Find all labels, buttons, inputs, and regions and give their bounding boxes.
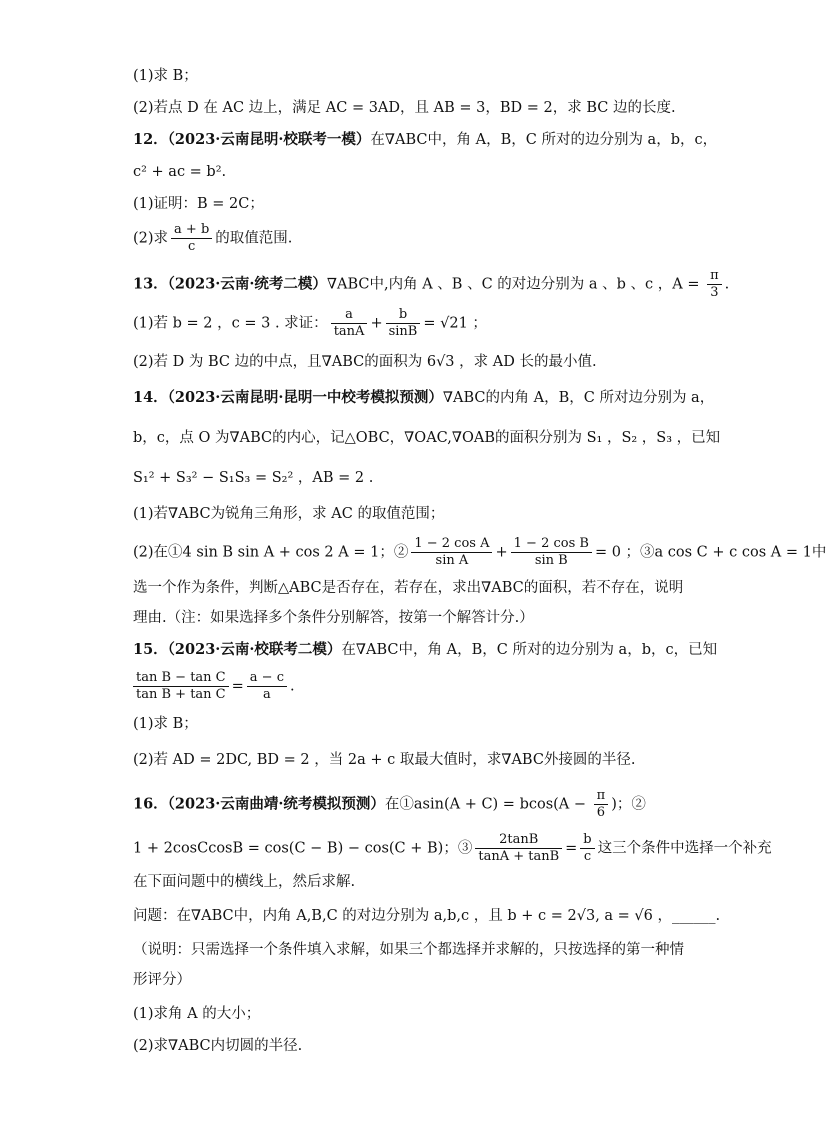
fraction-2tanB-over-sum: $\frac{2\tan B}{\tan A + \tan B}$: [475, 832, 562, 865]
q12-part2-a: (2)求: [133, 230, 169, 247]
q16-conditions: 1 + 2cosCcosB = cos(C − B) − cos(C + B)；③ $\frac{2\tan B}{\tan A + \tan B}$ = $\frac{b}{c}$ 这三个条件中选择一个补充: [133, 832, 772, 864]
q16-source: 16．（2023·云南曲靖·统考模拟预测）: [133, 795, 385, 813]
fraction-1-2cosA-over-sinA: $\frac{\text{1 − 2 cos A}}{\text{sin A}}$: [411, 536, 492, 569]
q12-source: 12．（2023·云南昆明·校联考一模）: [133, 131, 371, 148]
q14-part2: (2)在①4 sin B sin A + cos 2 A = 1；② $\frac{\text{1 − 2 cos A}}{\text{sin A}}$ + $\frac{\text{1 − 2 cos B}}{\text{sin B}}$ = 0 ；③a cos C + c cos A = 1中: [133, 536, 826, 568]
q15-part2: (2)若 AD = 2DC, BD = 2 ，当 2a + c 取最大值时，求∇ABC外接圆的半径.: [133, 752, 636, 768]
q11-part1: (1)求 B；: [133, 68, 198, 84]
q14-part2-cont1: 选一个作为条件，判断△ABC是否存在，若存在，求出∇ABC的面积，若不存在，说明: [133, 580, 684, 596]
q13-stem: 13．（2023·云南·统考二模）∇ABC中,内角 A 、B 、C 的对边分别为 a 、b 、c ，A = $\frac{\pi}{3}$ .: [133, 268, 730, 300]
fraction-a-minus-c-over-a: $\frac{a - c}{a}$: [247, 670, 287, 703]
fraction-b-over-c: $\frac{b}{c}$: [580, 832, 594, 865]
q15-text: 在∇ABC中，角 A，B，C 所对的边分别为 a，b，c，已知: [341, 642, 718, 658]
fraction-b-over-sinB: $\frac{b}{\sin B}$: [386, 307, 421, 340]
q13-source: 13．（2023·云南·统考二模）: [133, 275, 327, 293]
q12-part1: (1)证明：B = 2C；: [133, 196, 264, 212]
q14-part2-cont2: 理由.（注：如果选择多个条件分别解答，按第一个解答计分.）: [133, 610, 534, 626]
q14-part1: (1)若∇ABC为锐角三角形，求 AC 的取值范围；: [133, 506, 445, 522]
q14-source: 14．（2023·云南昆明·昆明一中校考模拟预测）: [133, 389, 443, 406]
q14-line2: b，c，点 O 为∇ABC的内心，记△OBC，∇OAC,∇OAB的面积分别为 S₁ ，S₂ ，S₃ ，已知: [133, 430, 721, 446]
q13-part1: (1)若 b = 2 ，c = 3 . 求证： $\frac{a}{\tan A}$ + $\frac{b}{\sin B}$ = √21 ；: [133, 307, 487, 339]
q15-part1: (1)求 B；: [133, 716, 198, 732]
fraction-pi-over-3: $\frac{\pi}{3}$: [707, 268, 722, 301]
q16-note: （说明：只需选择一个条件填入求解，如果三个都选择并求解的，只按选择的第一种情: [133, 942, 684, 958]
q12-part2-b: 的取值范围.: [215, 230, 293, 247]
q15-source: 15．（2023·云南·校联考二模）: [133, 641, 342, 658]
fraction-a-over-tanA: $\frac{a}{\tan A}$: [331, 307, 368, 340]
q12-stem: [133, 130, 717, 150]
fraction-tan-ratio: $\frac{\text{tan B − tan C}}{\text{tan B + tan C}}$: [133, 670, 229, 703]
q14-stem: [133, 388, 714, 408]
q16-note-cont: 形评分）: [133, 972, 191, 988]
q16-problem: 问题：在∇ABC中，内角 A,B,C 的对边分别为 a,b,c ，且 b + c = 2√3, a = √6 ，______.: [133, 908, 721, 924]
q12-equation: c² + ac = b².: [133, 164, 227, 180]
q14-line3: S₁² + S₃² − S₁S₃ = S₂² ，AB = 2 .: [133, 470, 374, 486]
q16-part2: (2)求∇ABC内切圆的半径.: [133, 1038, 303, 1054]
q12-part2: [133, 222, 292, 255]
q12-text: 在∇ABC中，角 A，B，C 所对的边分别为 a，b，c，: [370, 132, 718, 148]
q13-text: ∇ABC中,内角 A 、B 、C 的对边分别为 a 、b 、c ，A =: [326, 276, 705, 293]
q16-stem: 16．（2023·云南曲靖·统考模拟预测）在①asin(A + C) = bcos(A − $\frac{\pi}{6}$ )；②: [133, 788, 646, 820]
q14-text: ∇ABC的内角 A，B，C 所对边分别为 a，: [442, 390, 715, 406]
q15-stem: [133, 640, 717, 660]
q15-equation: $\frac{\text{tan B − tan C}}{\text{tan B + tan C}}$ = $\frac{a - c}{a}$ .: [133, 670, 295, 703]
fraction-a-plus-b-over-c: $\frac{a + b}{c}$: [171, 222, 212, 255]
q16-part1: (1)求角 A 的大小；: [133, 1006, 261, 1022]
q16-instruction: 在下面问题中的横线上，然后求解.: [133, 874, 356, 890]
fraction-pi-over-6: $\frac{\pi}{6}$: [594, 788, 609, 821]
fraction-1-2cosB-over-sinB: $\frac{\text{1 − 2 cos B}}{\text{sin B}}$: [511, 536, 592, 569]
q11-part2: (2)若点 D 在 AC 边上，满足 AC = 3AD，且 AB = 3，BD = 2，求 BC 边的长度.: [133, 100, 676, 116]
q13-part2: (2)若 D 为 BC 边的中点，且∇ABC的面积为 6√3 ，求 AD 长的最小值.: [133, 354, 597, 370]
